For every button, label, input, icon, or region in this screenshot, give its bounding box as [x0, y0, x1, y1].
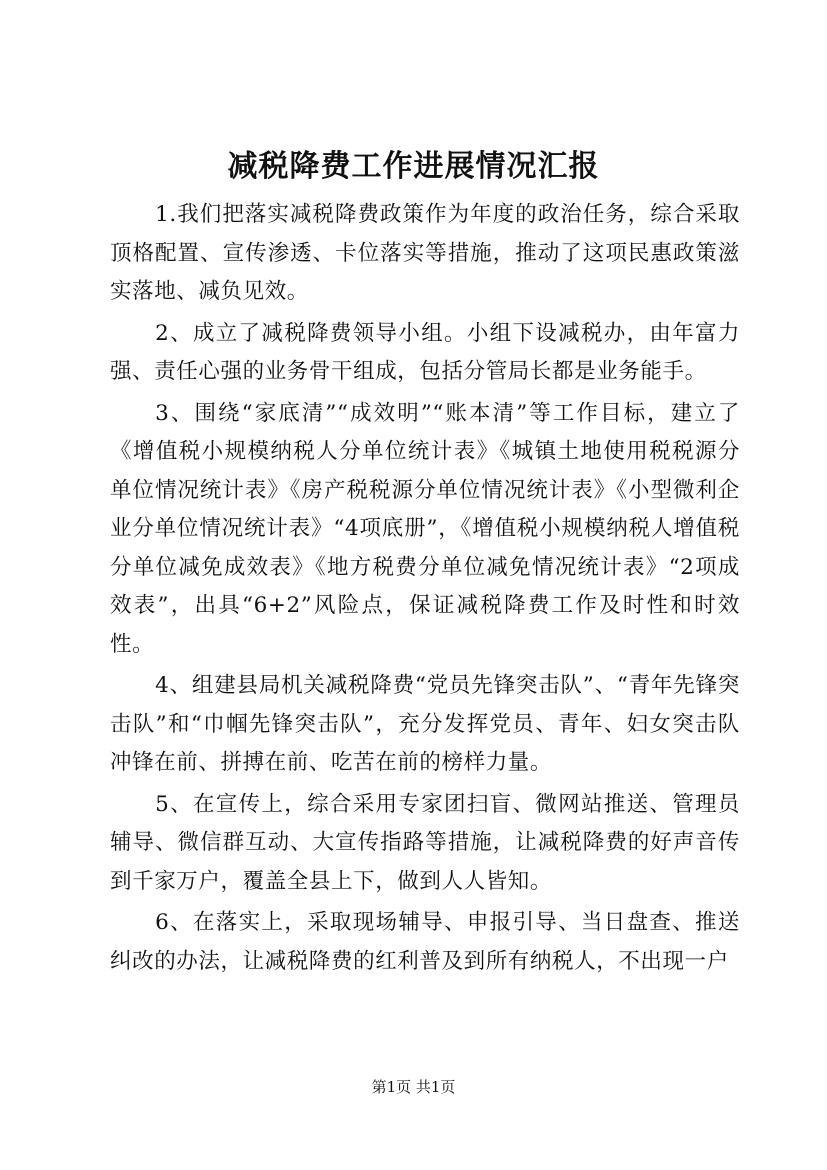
- paragraph-1: 1.我们把落实减税降费政策作为年度的政治任务，综合采取顶格配置、宣传渗透、卡位落实等措施，推动了这项民惠政策滋实落地、减负见效。: [110, 202, 740, 304]
- paragraph-6: 6、在落实上，采取现场辅导、申报引导、当日盘查、推送纠改的办法，让减税降费的红利普及到所有纳税人，不出现一户: [110, 910, 740, 974]
- paragraph-3: 3、围绕“家底清”“成效明”“账本清”等工作目标，建立了《增值税小规模纳税人分单位统计表》《城镇土地使用税税源分单位情况统计表》《房产税税源分单位情况统计表》《小型微利企业分单位情况统计表》“4项底册”，《增值税小规模纳税人增值税分单位减免成效表》《地方税费分单位减免情况统计表》“2项成效表”，出具“6+2”风险点，保证减税降费工作及时性和时效性。: [110, 400, 740, 657]
- document-body: [110, 196, 740, 984]
- document-title: 减税降费工作进展情况汇报: [227, 149, 600, 184]
- page-footer: 第1页 共1页: [371, 1078, 456, 1096]
- paragraph-4: 4、组建县局机关减税降费“党员先锋突击队”、“青年先锋突击队”和“巾帼先锋突击队”，充分发挥党员、青年、妇女突击队冲锋在前、拼搏在前、吃苦在前的榜样力量。: [110, 673, 740, 775]
- paragraph-2: 2、成立了减税降费领导小组。小组下设减税办，由年富力强、责任心强的业务骨干组成，包括分管局长都是业务能手。: [110, 320, 740, 384]
- paragraph-5: 5、在宣传上，综合采用专家团扫盲、微网站推送、管理员辅导、微信群互动、大宣传指路等措施，让减税降费的好声音传到千家万户，覆盖全县上下，做到人人皆知。: [110, 791, 740, 894]
